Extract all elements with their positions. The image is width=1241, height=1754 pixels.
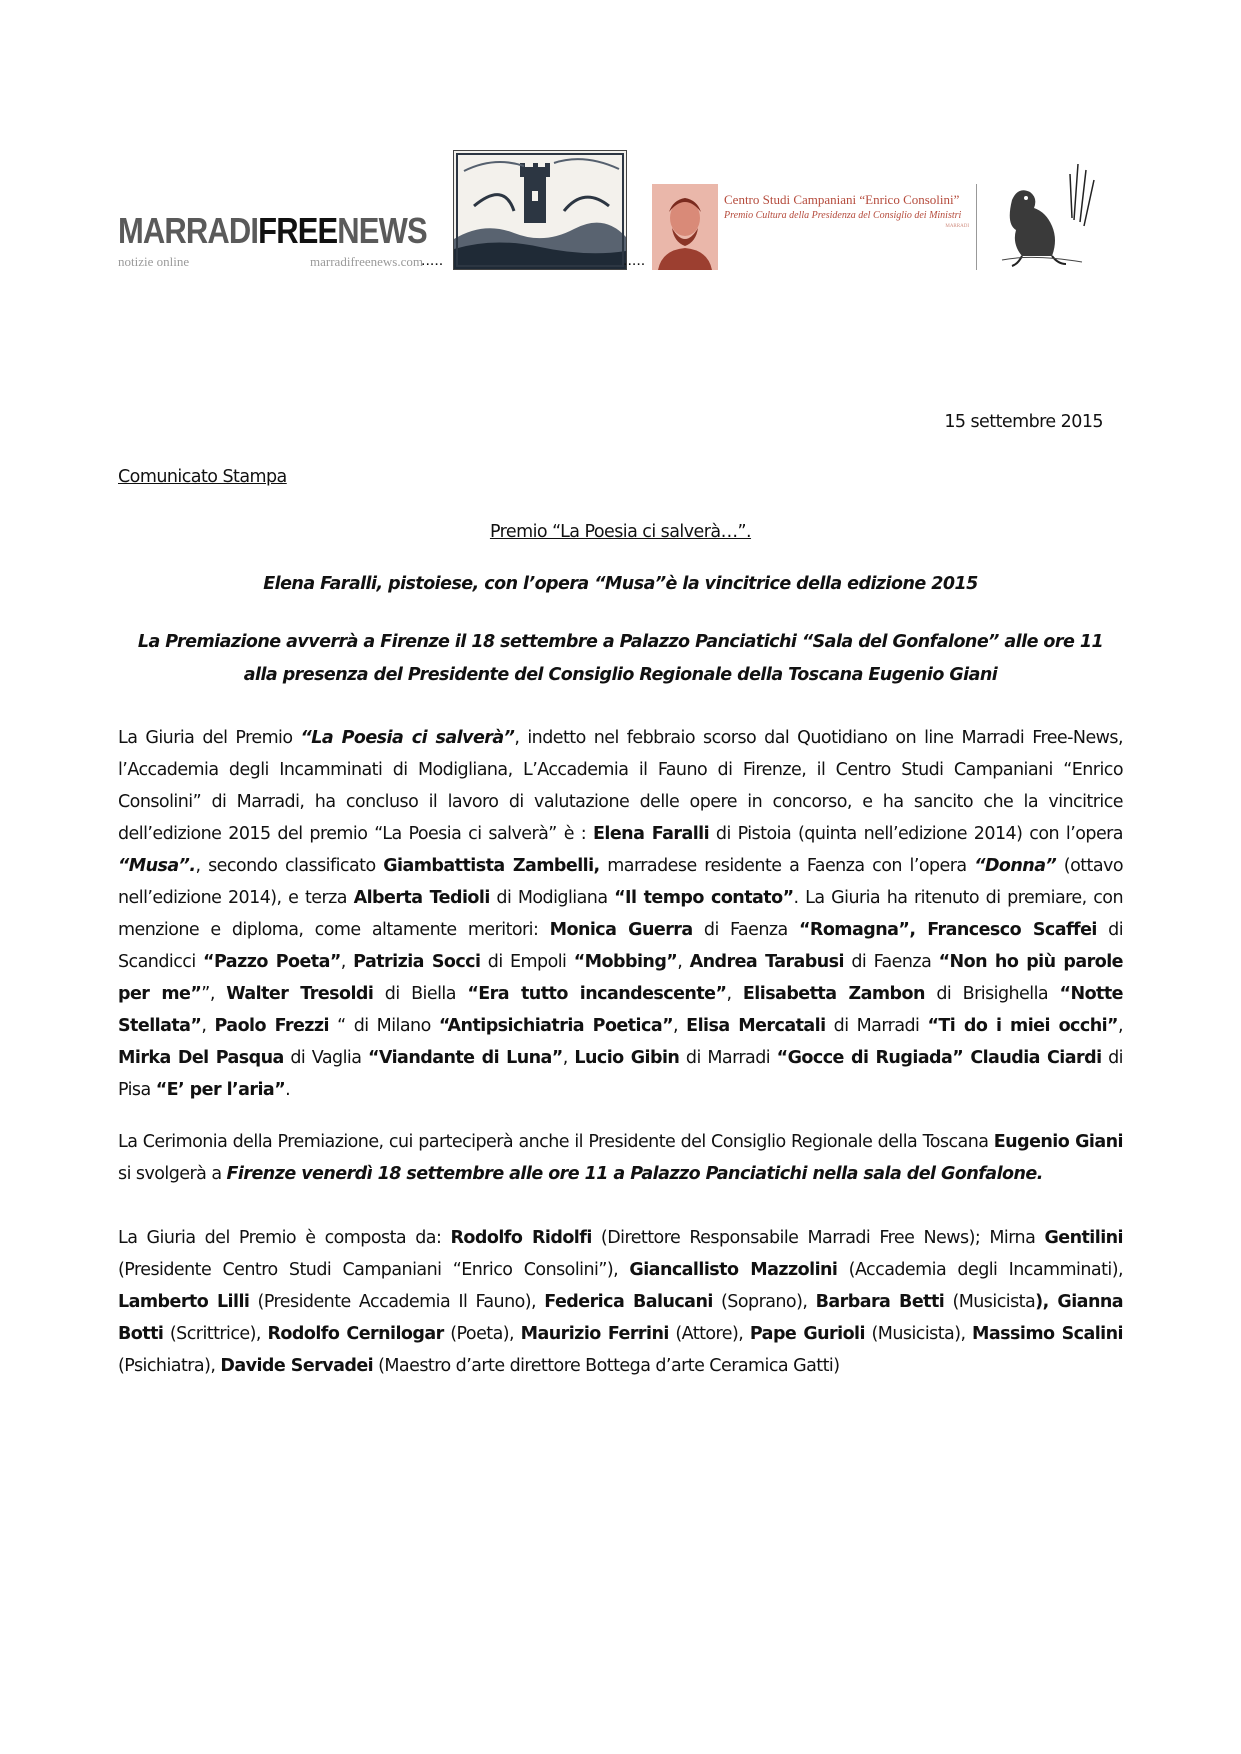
text-run: di Faenza <box>844 952 939 972</box>
castle-landscape-icon <box>454 151 626 269</box>
text-run: (Soprano), <box>712 1292 816 1312</box>
faun-drawing-icon <box>982 160 1100 272</box>
accademia-incamminati-emblem <box>453 150 627 270</box>
winner-name: Elena Faralli <box>593 824 710 844</box>
text-run: , <box>562 1048 575 1068</box>
honoree-work: “Pazzo Poeta” <box>203 952 341 972</box>
portrait-icon <box>652 184 718 270</box>
centro-studi-tiny: MARRADI <box>945 224 969 229</box>
marradi-free-news-tagline: notizie online <box>118 254 190 269</box>
jury-member-name: Giancallisto Mazzolini <box>629 1260 838 1280</box>
centro-studi-subtitle: Premio Cultura della Presidenza del Consiglio dei Ministri <box>724 210 962 221</box>
text-run: . <box>285 1080 291 1100</box>
document-subtitle: Elena Faralli, pistoiese, con l’opera “Musa”è la vincitrice della edizione 2015 <box>263 574 978 594</box>
jury-member-name: Rodolfo Ridolfi <box>450 1228 592 1248</box>
document-date: 15 settembre 2015 <box>944 412 1103 432</box>
paragraph-jury-members <box>118 1222 1123 1382</box>
text-run: di Empoli <box>480 952 574 972</box>
premiazione-announcement <box>118 626 1123 692</box>
second-place-work: “Donna” <box>974 856 1057 876</box>
jury-member-name: Lamberto Lilli <box>118 1292 250 1312</box>
text-run: si svolgerà a <box>118 1164 227 1184</box>
text-run: di Modigliana <box>489 888 615 908</box>
text-run: (Psichiatra), <box>118 1356 221 1376</box>
text-run: (Musicista <box>944 1292 1036 1312</box>
text-run: (Musicista), <box>864 1324 973 1344</box>
jury-member-name: Gentilini <box>1044 1228 1123 1248</box>
honoree-name: Paolo Frezzi <box>214 1016 329 1036</box>
jury-member-name: Pape Gurioli <box>749 1324 865 1344</box>
text-run: ”, <box>201 984 227 1004</box>
text-run: di Pisa <box>118 1048 1123 1100</box>
ceremony-details: Firenze venerdì 18 settembre alle ore 11 a Palazzo Panciatichi nella sala del Gonfalone. <box>226 1164 1043 1184</box>
honoree-work: “Era tutto incandescente” <box>467 984 727 1004</box>
honoree-work: “Ti do i miei occhi” <box>927 1016 1119 1036</box>
honoree-work: “E’ per l’aria” <box>155 1080 286 1100</box>
consolini-portrait <box>652 184 718 270</box>
text-run: di Marradi <box>679 1048 777 1068</box>
logo-divider <box>976 184 977 270</box>
text-run: La Giuria del Premio <box>118 728 301 748</box>
text-run: (Poeta), <box>443 1324 521 1344</box>
premiazione-line-1: La Premiazione avverrà a Firenze il 18 settembre a Palazzo Panciatichi “Sala del Gonfalone” alle ore 11 <box>137 632 1104 652</box>
text-run: , <box>340 952 354 972</box>
text-run: (Presidente Accademia Il Fauno), <box>249 1292 545 1312</box>
third-place-name: Alberta Tedioli <box>353 888 490 908</box>
text-run: (Maestro d’arte direttore Bottega d’arte Ceramica Gatti) <box>373 1356 840 1376</box>
accademia-fauno-logo <box>982 160 1100 272</box>
premiazione-line-2: alla presenza del Presidente del Consiglio Regionale della Toscana Eugenio Giani <box>243 665 998 685</box>
honoree-name: Lucio Gibin <box>574 1048 680 1068</box>
paragraph-ceremony <box>118 1126 1123 1190</box>
jury-member-name: Davide Servadei <box>220 1356 374 1376</box>
second-place-name: Giambattista Zambelli, <box>383 856 600 876</box>
honoree-name: Andrea Tarabusi <box>689 952 844 972</box>
honoree-name: Patrizia Socci <box>353 952 481 972</box>
jury-member-name: Rodolfo Cernilogar <box>267 1324 444 1344</box>
text-run: , <box>201 1016 215 1036</box>
marradi-free-news-site: marradifreenews.com <box>310 254 423 269</box>
text-run: (Scrittrice), <box>163 1324 268 1344</box>
text-run: , <box>726 984 743 1004</box>
text-run: . La Giuria ha ritenuto di premiare, con menzione e diploma, come altamente meritori: <box>118 888 1124 940</box>
text-run: (Accademia degli Incamminati), <box>837 1260 1123 1280</box>
jury-member-name: Maurizio Ferrini <box>520 1324 669 1344</box>
text-run: “ di Milano <box>329 1016 439 1036</box>
honoree-work: “Gocce di Rugiada” Claudia Ciardi <box>776 1048 1102 1068</box>
honoree-name: Elisabetta Zambon <box>742 984 925 1004</box>
logo-separator: ..... <box>421 252 444 269</box>
jury-member-name: Barbara Betti <box>815 1292 945 1312</box>
jury-member-name: ), Gianna Botti <box>118 1292 1124 1344</box>
text-run: , secondo classificato <box>195 856 384 876</box>
text-run: di Scandicci <box>118 920 1124 972</box>
honoree-name: Mirka Del Pasqua <box>118 1048 284 1068</box>
text-run: marradese residente a Faenza con l’opera <box>599 856 975 876</box>
text-run: , <box>1118 1016 1124 1036</box>
paragraph-jury-results <box>118 722 1123 1106</box>
jury-member-name: Massimo Scalini <box>972 1324 1123 1344</box>
text-run: di Brisighella <box>924 984 1060 1004</box>
logo-strip <box>118 150 1128 275</box>
third-place-work: “Il tempo contato” <box>614 888 794 908</box>
text-run: di Marradi <box>825 1016 928 1036</box>
text-run: , <box>677 952 690 972</box>
text-run: (ottavo nell’edizione 2014), e terza <box>118 856 1123 908</box>
winner-work: “Musa”. <box>118 856 196 876</box>
text-run: di Faenza <box>692 920 799 940</box>
text-run: La Giuria del Premio è composta da: <box>118 1228 451 1248</box>
text-run: (Attore), <box>668 1324 750 1344</box>
honoree-name: “Romagna”, Francesco Scaffei <box>798 920 1097 940</box>
honoree-name: Elisa Mercatali <box>686 1016 826 1036</box>
honoree-work: “Non ho più parole per me” <box>118 952 1123 1004</box>
marradi-free-news-logo <box>118 212 428 276</box>
president-name: Eugenio Giani <box>993 1132 1123 1152</box>
text-run: di Pistoia (quinta nell’edizione 2014) con l’opera <box>709 824 1123 844</box>
document-heading: Comunicato Stampa <box>118 467 287 487</box>
centro-studi-title: Centro Studi Campaniani “Enrico Consolini” <box>724 192 960 207</box>
honoree-work: “Mobbing” <box>573 952 678 972</box>
text-run: (Direttore Responsabile Marradi Free News); Mirna <box>591 1228 1045 1248</box>
text-run: , indetto nel febbraio scorso dal Quotidiano on line Marradi Free-News, l’Accademia degli Incamminati di Modigliana, L’Accademia il Fauno di Firenze, il Centro Studi Campaniani “Enrico Consolini” di Marradi, ha concluso il lavoro di valutazione delle opere in concorso, e ha sancito che la vincitrice dell’edizione 2015 del premio “La Poesia ci salverà” è : <box>118 728 1123 844</box>
honoree-work: “Notte Stellata” <box>118 984 1123 1036</box>
text-run: di Biella <box>373 984 468 1004</box>
marradi-free-news-wordmark: MARRADIFREENEWS <box>118 210 427 251</box>
document-title: Premio “La Poesia ci salverà…”. <box>489 522 752 542</box>
honoree-name: Walter Tresoldi <box>226 984 374 1004</box>
honoree-work: “Antipsichiatria Poetica” <box>438 1016 674 1036</box>
jury-member-name: Federica Balucani <box>544 1292 713 1312</box>
text-run: , <box>673 1016 687 1036</box>
text-run: “La Poesia ci salverà” <box>300 728 515 748</box>
text-run: di Vaglia <box>283 1048 368 1068</box>
honoree-name: Monica Guerra <box>549 920 693 940</box>
text-run: La Cerimonia della Premiazione, cui parteciperà anche il Presidente del Consiglio Regionale della Toscana <box>118 1132 994 1152</box>
centro-studi-campaniani-logo <box>652 184 974 270</box>
honoree-work: “Viandante di Luna” <box>367 1048 563 1068</box>
centro-studi-text <box>724 192 969 229</box>
text-run: (Presidente Centro Studi Campaniani “Enrico Consolini”), <box>118 1260 630 1280</box>
logo-separator: ..... <box>623 252 646 269</box>
marradi-free-news-tagline-row <box>118 254 423 270</box>
